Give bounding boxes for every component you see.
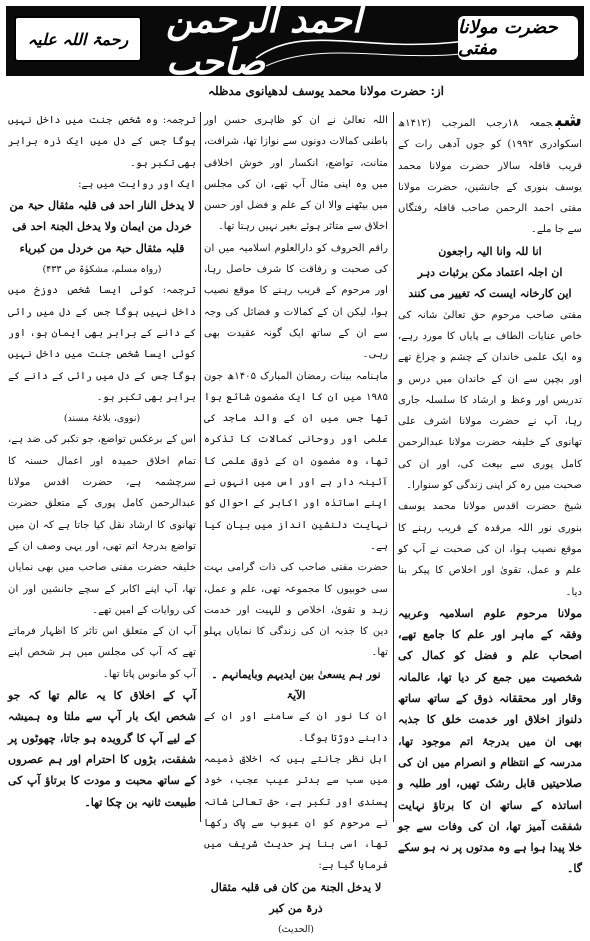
hadith-reference: (نووی، بلاغۃ مسند) xyxy=(63,413,141,425)
paragraph: ترجمہ: کوئی ایسا شخص دوزخ میں داخل نہیں ہوگا جس کے دل میں رائی کے دانے کے برابر بھی ایمان ہو، اور کوئی ایسا شخص جنت میں داخل نہیں ہوگا جس کے دل میں رائی کے دانے کے برابر بھی تکبر ہو۔ xyxy=(8,285,196,403)
paragraph: ایک اور روایت میں ہے: xyxy=(78,178,196,190)
paragraph: مفتی صاحب مرحوم حق تعالیٰ شانہ کی خاص عنایات الطاف بے پایاں کا مورد رہے، وہ ایک علمی خاندان کے چشم و چراغ تھے اور بچپن سے ان کے خاندان میں درس و تدریس اور وعظ و ارشاد کا سلسلہ جاری رہا، آپ نے حضرت مولانا اشرف علی تھانوی کے خلیفہ حضرت مولانا عبدالرحمن کامل پوری سے بیعت کی، اور ان کی صحبت میں رہ کر اپنی زندگی کو سنوارا۔ xyxy=(398,309,582,492)
article-header xyxy=(6,0,584,108)
hadith-reference: (الحدیث) xyxy=(277,924,315,936)
paragraph: شبجمعہ ۱۸رجب المرجب (۱۴۱۲ھ اسکوادری ۱۹۹۲) کو جوں آدھی رات کے قریب قافلہ سالار حضرت مولانا محمد یوسف بنوری کے جانشین، حضرت مولانا مفتی احمد الرحمن صاحب قافلہ رفتگاں سے جا ملے۔ xyxy=(398,109,582,236)
paragraph: اہل نظر جانتے ہیں کہ اخلاق ذمیمہ میں سب سے بدتر عیب عجب، خود پسندی اور تکبر ہے، حق تعالیٰ شانہ نے مرحوم کو ان عیوب سے پاک رکھا تھا، اسی بنا پر حدیث شریف میں فرمایا گیا ہے: xyxy=(204,753,388,872)
hadith-reference: (رواہ مسلم، مشکوٰۃ ص ۴۳۳) xyxy=(42,264,162,276)
column-divider xyxy=(200,112,201,822)
hadith-text: لا یدخل النار احد فی قلبہ مثقال حبۃ من خردل من ایمان ولا یدخل الجنۃ احد فی قلبہ مثقال حبۃ من خردل من کبریاء xyxy=(9,199,195,255)
quote-heading: نور ہم یسعیٰ بین ایدیہم وبایمانہم ۔ الآیۃ xyxy=(211,667,381,703)
paragraph: حضرت مفتی صاحب کی ذات گرامی بہت سی خوبیوں کا مجموعہ تھی، علم و عمل، زہد و تقویٰ، اخلاص و للہیت اور خدمت دین کا جذبہ ان کی زندگی کا نمایاں پہلو تھا۔ xyxy=(204,562,388,659)
title-banner xyxy=(6,0,584,83)
heading-name: احمد الرحمن صاحب xyxy=(166,0,362,83)
paragraph: آپ کے اخلاق کا یہ عالم تھا کہ جو شخص ایک بار آپ سے ملتا وہ ہمیشہ کے لیے آپ کا گرویدہ ہو جاتا، چھوٹوں پر شفقت، بڑوں کا احترام اور ہم عصروں کے ساتھ محبت و مودت کا برتاؤ آپ کی طبیعت ثانیہ بن چکا تھا۔ xyxy=(8,689,196,809)
heading-hazrat: حضرت مولانا مفتی xyxy=(458,16,578,60)
paragraph: ان کا نور ان کے سامنے اور ان کے داہنے دوڑتا ہوگا۔ xyxy=(204,711,388,744)
paragraph: ماہنامہ بینات رمضان المبارک ۱۴۰۵ھ جون ۱۹۸۵ میں ان کا ایک مضمون شائع ہوا تھا جس میں ان کے والد ماجد کی علمی اور روحانی کمالات کا تذکرہ تھا، وہ مضمون ان کے ذوق علمی کا آئینہ دار ہے اور اس میں انہوں نے اپنے اساتذہ اور اکابر کے احوال کو نہایت دلنشین انداز میں بیان کیا ہے۔ xyxy=(204,370,388,552)
hadith-text: لا یدخل الجنۃ من کان فی قلبہ مثقال ذرۃ من کبر xyxy=(210,880,382,915)
author-byline: از: حضرت مولانا محمد یوسف لدھیانوی مدظلہ xyxy=(207,84,445,98)
quranic-verse: انا للہ وانا الیہ راجعون xyxy=(438,244,542,258)
column-divider xyxy=(393,112,394,822)
lead-word: شب xyxy=(555,109,582,131)
couplet-line: این کارخانہ ایست کہ تغییر می کنند xyxy=(408,287,572,301)
paragraph: اللہ تعالیٰ نے ان کو ظاہری حسن اور باطنی کمالات دونوں سے نوازا تھا، شرافت، متانت، تواضع، انکسار اور خوش اخلاقی میں وہ اپنی مثال آپ تھے، ان کی مجلس میں بیٹھنے والا ان کے علم و فضل اور حسن اخلاق سے متاثر ہوئے بغیر نہیں رہتا تھا۔ xyxy=(204,115,388,233)
paragraph: شیخ حضرت اقدس مولانا محمد یوسف بنوری نور اللہ مرقدہ کے قریب رہنے کا موقع نصیب ہوا، ان کی صحبت نے آپ کو علم و عمل، تقویٰ اور اخلاص کا پیکر بنا دیا۔ xyxy=(398,501,582,598)
paragraph: آپ ان کے متعلق اس تاثر کا اظہار فرماتے تھے کہ آپ کی مجلس میں ہر شخص اپنے آپ کو مانوس پاتا تھا۔ xyxy=(8,626,196,680)
paragraph: مولانا مرحوم علوم اسلامیہ وعربیہ وفقہ کے ماہر اور علم کا جامع تھے، اصحاب علم و فضل کو کمال کی شخصیت میں جمع کر دیا تھا، عالمانہ وقار اور محققانہ ذوق کے ساتھ ساتھ دلنواز اخلاق اور خدمت خلق کا جذبہ بھی ان میں بدرجۂ اتم موجود تھا، مدرسہ کے انتظام و انصرام میں ان کی صلاحیتیں قابل رشک تھیں، اور طلبہ و اساتذہ کے ساتھ ان کا برتاؤ نہایت شفقت آمیز تھا، ان کی وفات سے جو خلا پیدا ہوا ہے وہ مدتوں پر نہ ہو سکے گا۔ xyxy=(398,606,582,876)
couplet-line: ان اجلہ اعتماد مکن برثبات دہر xyxy=(417,266,563,280)
column-left xyxy=(8,110,196,828)
column-middle xyxy=(204,110,388,936)
column-right xyxy=(398,109,582,876)
heading-rahmat-badge: رحمۃ اللہ علیہ xyxy=(14,16,142,62)
paragraph: راقم الحروف کو دارالعلوم اسلامیہ میں ان کی صحبت و رفاقت کا شرف حاصل رہا، اور مرحوم کے قریب رہنے کا موقع نصیب ہوا، لیکن ان کے کمالات و فضائل کی وجہ سے ان کے ساتھ ایک گونہ عقیدت بھی رہی۔ xyxy=(204,242,388,361)
paragraph: اس کے برعکس تواضع، جو تکبر کی ضد ہے، تمام اخلاق حمیدہ اور اعمال حسنہ کا سرچشمہ ہے، حضرت اقدس مولانا عبدالرحمن کامل پوری کے متعلق حضرت تھانوی کا ارشاد نقل کیا جاتا ہے کہ ان میں تواضع بدرجۂ اتم تھی، اور یہی وصف ان کے خلیفہ حضرت مفتی صاحب میں بھی نمایاں تھا، آپ اپنے اکابر کے سچے جانشین اور ان کی روایات کے امین تھے۔ xyxy=(8,434,196,616)
paragraph: ترجمہ: وہ شخص جنت میں داخل نہیں ہوگا جس کے دل میں ایک ذرہ برابر بھی تکبر ہو۔ xyxy=(8,115,196,169)
